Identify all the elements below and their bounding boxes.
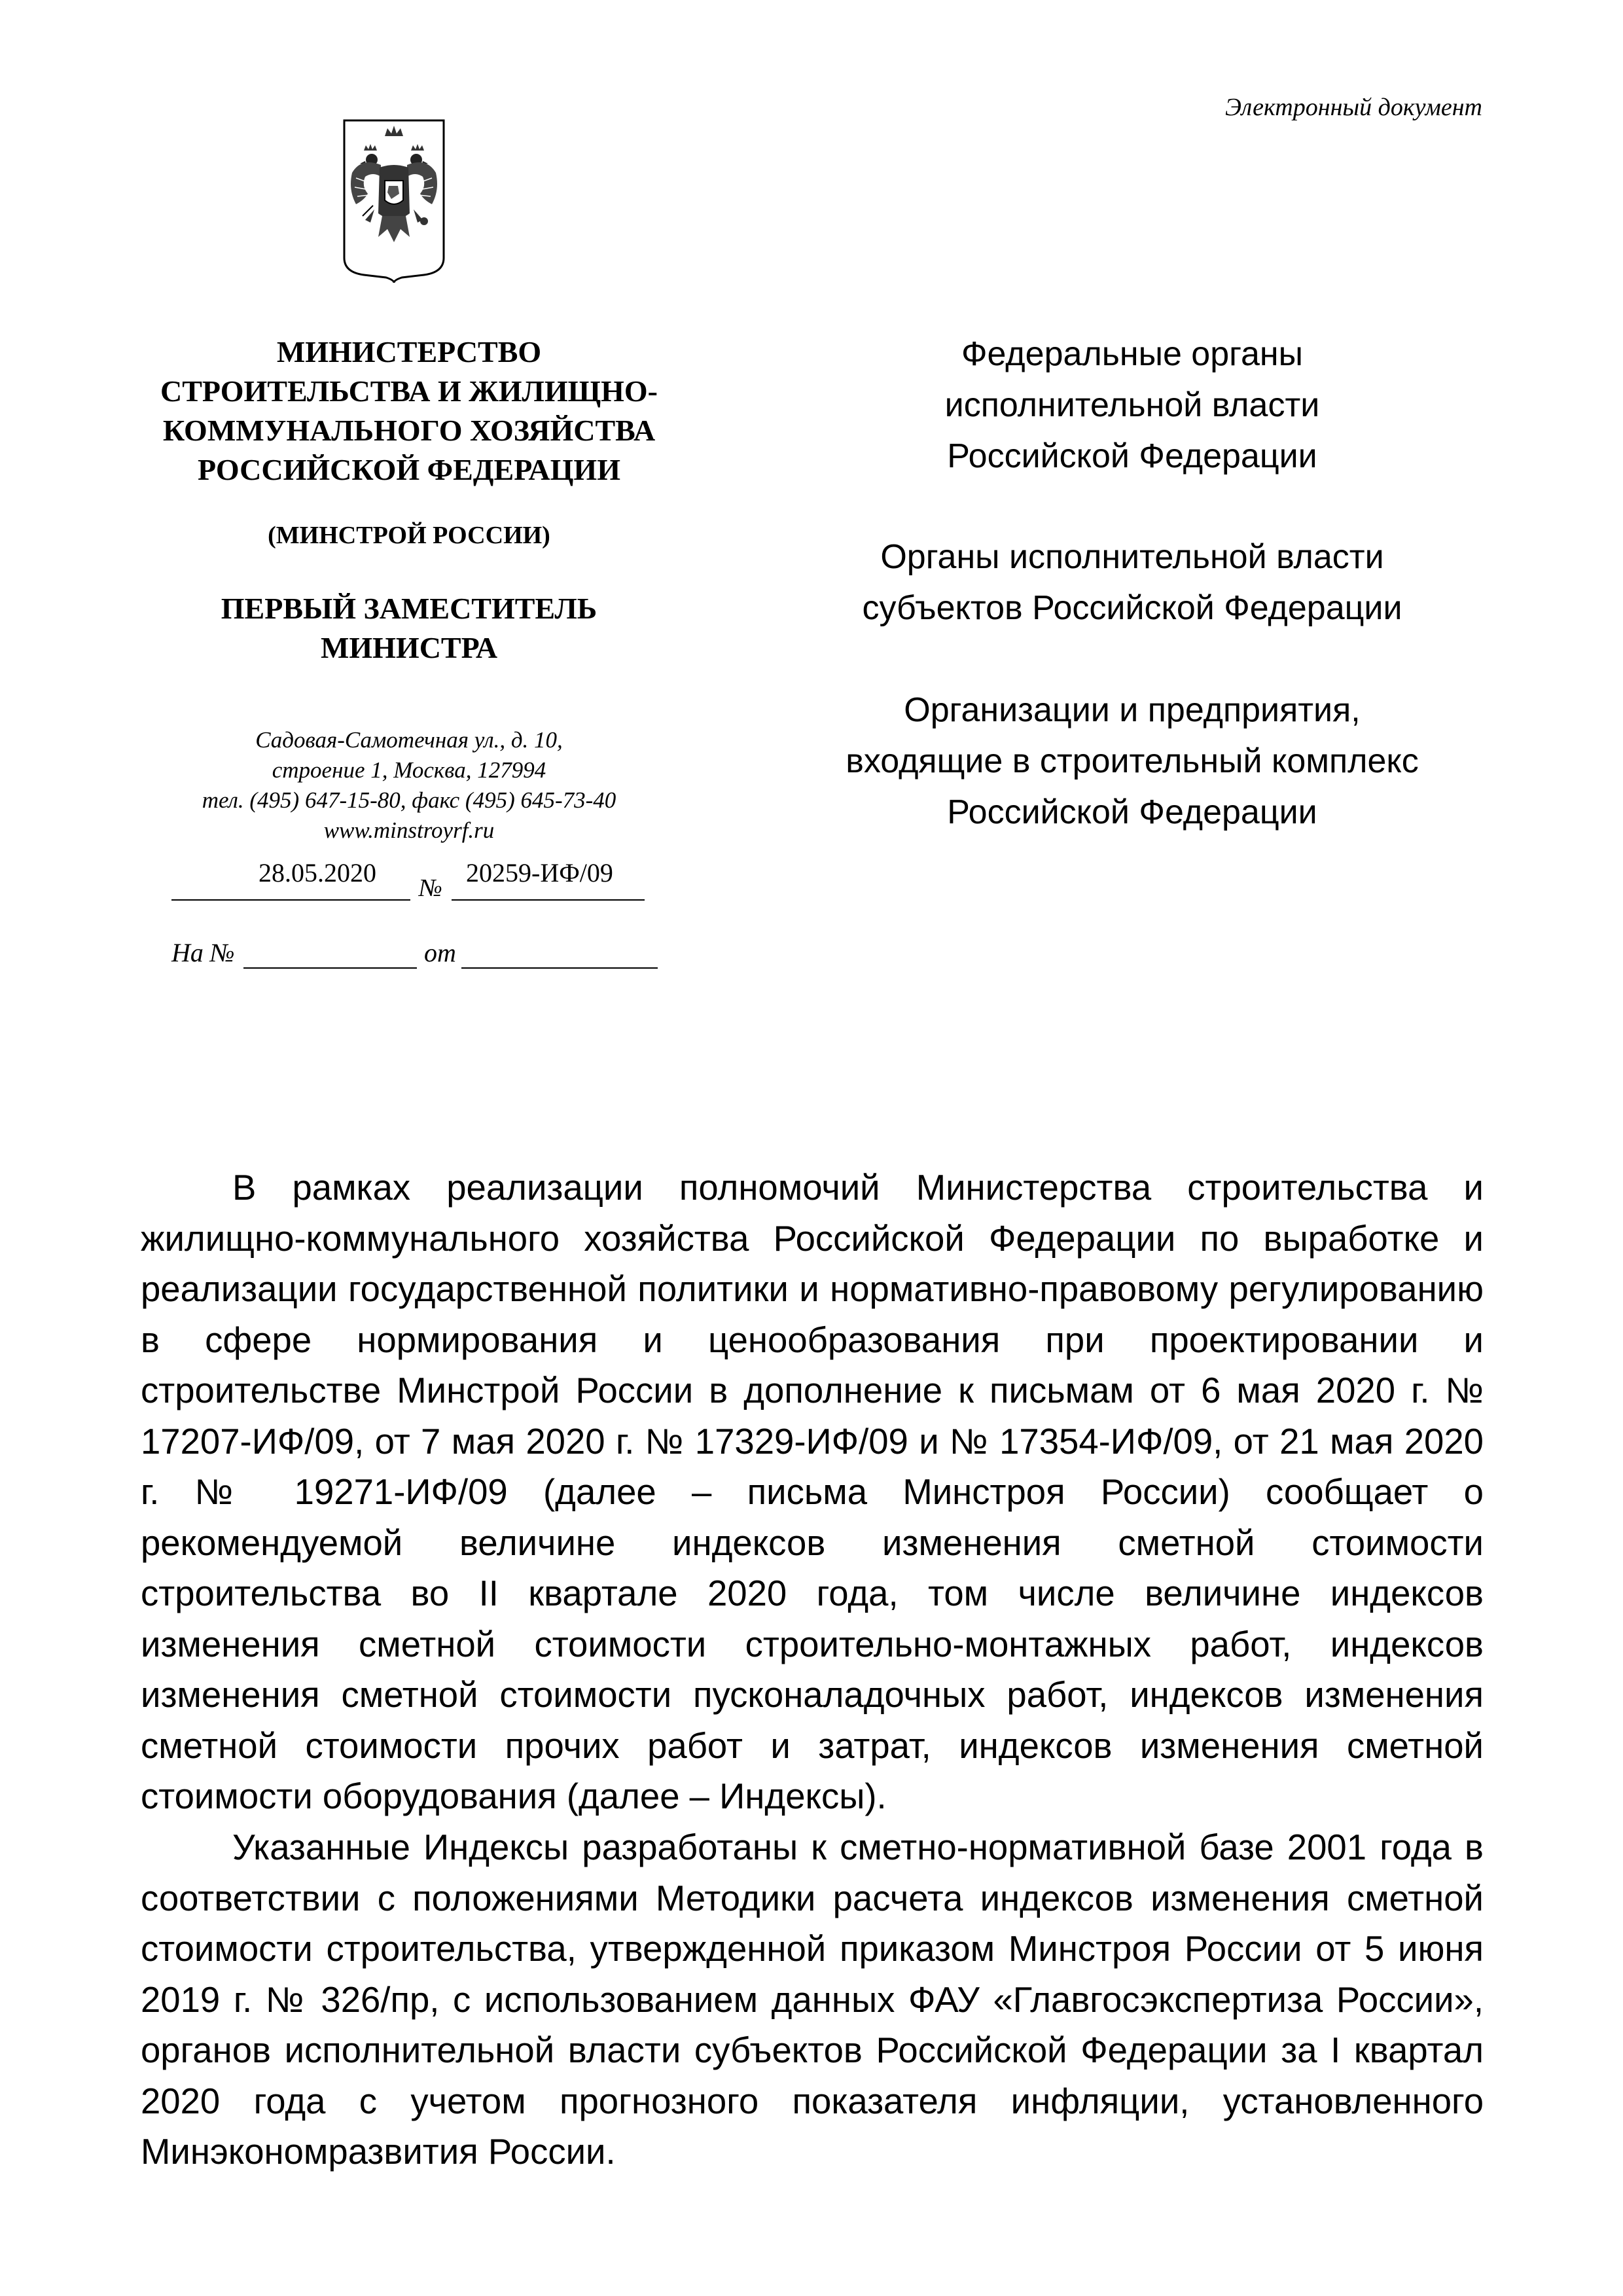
addressee-federal-bodies (812, 329, 1453, 482)
document-number: 20259-ИФ/09 (466, 858, 613, 888)
addressee-organizations (812, 685, 1453, 838)
reply-number-underline (243, 967, 417, 969)
date-underline (171, 899, 410, 901)
ministry-name-line: КОММУНАЛЬНОГО ХОЗЯЙСТВА (162, 414, 656, 447)
coat-of-arms-icon (342, 118, 446, 283)
addressee-line: Организации и предприятия, (904, 691, 1361, 729)
sender-position-line: ПЕРВЫЙ ЗАМЕСТИТЕЛЬ (221, 592, 597, 625)
addressee-line: Федеральные органы (961, 335, 1303, 373)
address-line: Садовая-Самотечная ул., д. 10, (255, 727, 563, 753)
ministry-name-line: СТРОИТЕЛЬСТВА И ЖИЛИЩНО- (160, 374, 658, 408)
addressee-line: Органы исполнительной власти (880, 538, 1384, 576)
sender-address (105, 725, 713, 846)
number-sign: № (419, 874, 442, 902)
ministry-name-line: РОССИЙСКОЙ ФЕДЕРАЦИИ (198, 453, 620, 486)
addressee-line: входящие в строительный комплекс (846, 742, 1419, 780)
body-paragraph: Указанные Индексы разработаны к сметно-нормативной базе 2001 года в соответствии с положениями Методики расчета индексов изменения сметной стоимости строительства, утвержденной приказом Минстроя России от 5 июня 2019 г. № 326/пр, с использованием данных ФАУ «Главгосэкспертиза России», органов исполнительной власти субъектов Российской Федерации за I квартал 2020 года с учетом прогнозного показателя инфляции, установленного Минэкономразвития России. (141, 1827, 1484, 2172)
reply-from-label: от (424, 938, 456, 967)
reply-number-label: На № (171, 938, 235, 967)
addressee-regional-bodies (812, 531, 1453, 634)
address-line: строение 1, Москва, 127994 (272, 757, 546, 783)
addressee-line: субъектов Российской Федерации (862, 589, 1402, 627)
addressee-line: Российской Федерации (947, 437, 1317, 475)
address-line: тел. (495) 647-15-80, факс (495) 645-73-40 (202, 787, 616, 813)
sender-position (105, 589, 713, 668)
address-line: www.minstroyrf.ru (323, 817, 495, 843)
addressee-line: Российской Федерации (947, 793, 1317, 831)
document-date: 28.05.2020 (259, 858, 376, 888)
sender-position-line: МИНИСТРА (320, 631, 498, 664)
reply-date-underline (461, 967, 658, 969)
number-underline (452, 899, 645, 901)
ministry-name (105, 332, 713, 490)
ministry-abbreviation: (МИНСТРОЙ РОССИИ) (268, 522, 550, 549)
body-paragraph: В рамках реализации полномочий Министерства строительства и жилищно-коммунального хозяйства Российской Федерации по выработке и реализации государственной политики и нормативно-правовому регулированию в сфере нормирования и ценообразования при проектировании и строительстве Минстрой России в дополнение к письмам от 6 мая 2020 г. № 17207-ИФ/09, от 7 мая 2020 г. № 17329-ИФ/09 и № 17354-ИФ/09, от 21 мая 2020 г. № 19271-ИФ/09 (далее – письма Минстроя России) сообщает о рекомендуемой величине индексов изменения сметной стоимости строительства во II квартале 2020 года, том числе величине индексов изменения сметной стоимости строительно-монтажных работ, индексов изменения сметной стоимости пусконаладочных работ, индексов изменения сметной стоимости прочих работ и затрат, индексов изменения сметной стоимости оборудования (далее – Индексы). (141, 1168, 1484, 1816)
electronic-document-label: Электронный документ (1225, 94, 1482, 121)
ministry-name-line: МИНИСТЕРСТВО (276, 335, 542, 368)
addressee-line: исполнительной власти (944, 386, 1320, 424)
